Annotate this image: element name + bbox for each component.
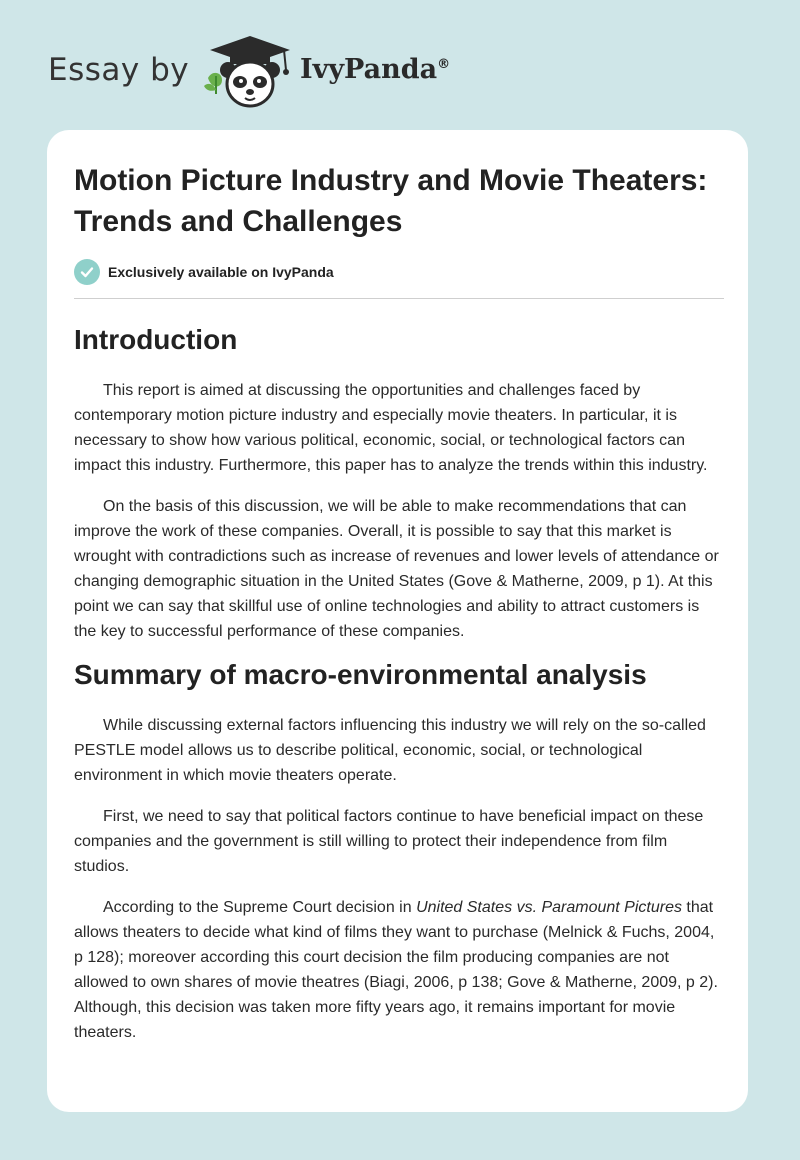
essay-card <box>47 130 748 1112</box>
brand-logo-text[interactable]: IvyPanda® <box>300 54 451 85</box>
paragraph: According to the Supreme Court decision in United States vs. Paramount Pictures that allows theaters to decide what kind of films they want to purchase (Melnick & Fuchs, 2004, p 128); moreover according this court decision the film producing companies are not allowed to own shares of movie theatres (Biagi, 2006, p 138; Gove & Matherne, 2009, p 2). Although, this decision was taken more fifty years ago, it remains important for movie theaters. <box>74 899 718 1041</box>
essay-content <box>74 160 724 1045</box>
essay-by-label: Essay by <box>48 52 190 88</box>
paragraph: This report is aimed at discussing the opportunities and challenges faced by contemporary motion picture industry and especially movie theaters. In particular, it is necessary to show how various political, economic, social, or technological factors can impact this industry. Furthermore, this paper has to analyze the trends within this industry. <box>74 382 708 474</box>
paragraph: First, we need to say that political factors continue to have beneficial impact on these companies and the government is still willing to protect their independence from film studios. <box>74 808 704 875</box>
site-header <box>48 34 548 110</box>
check-circle-icon <box>74 259 100 285</box>
page-title: Motion Picture Industry and Movie Theaters: Trends and Challenges <box>74 164 708 238</box>
panda-graduate-icon[interactable] <box>202 34 298 110</box>
paragraph: On the basis of this discussion, we will be able to make recommendations that can improve the work of these companies. Overall, it is possible to say that this market is wrought with contradictions such as increase of revenues and lower levels of attendance or changing demographic situation in the United States (Gove & Matherne, 2009, p 1). At this point we can say that skillful use of online technologies and ability to attract customers is the key to successful performance of these companies. <box>74 498 719 640</box>
title-divider <box>74 298 724 299</box>
case-citation: United States vs. Paramount Pictures <box>416 899 682 916</box>
exclusive-badge <box>74 258 724 286</box>
exclusive-badge-label: Exclusively available on IvyPanda <box>108 264 334 280</box>
paragraph: While discussing external factors influencing this industry we will rely on the so-called PESTLE model allows us to describe political, economic, social, or technological environment in which movie theaters operate. <box>74 717 706 784</box>
section-heading-introduction: Introduction <box>74 324 238 355</box>
section-heading-summary: Summary of macro-environmental analysis <box>74 659 647 690</box>
